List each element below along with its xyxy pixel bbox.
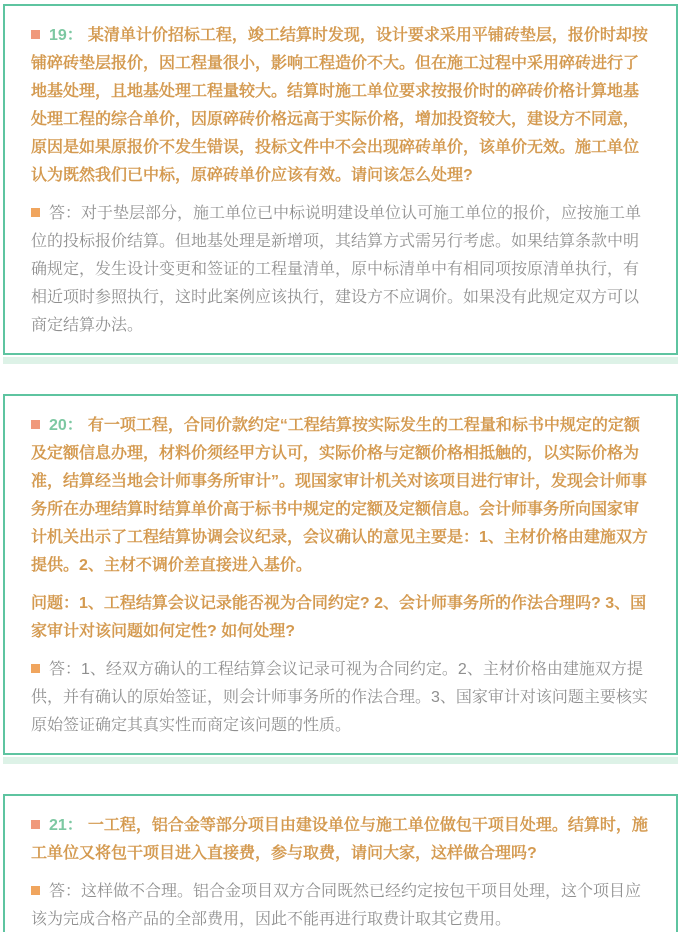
- card-shadow-strip: [3, 357, 678, 364]
- square-bullet-icon: [31, 664, 40, 673]
- card-shadow-strip: [3, 757, 678, 764]
- question-paragraph: [31, 412, 650, 580]
- qa-card: [3, 4, 678, 355]
- answer-text: 这样做不合理。铝合金项目双方合同既然已经约定按包干项目处理，这个项目应该为完成合格产品的全部费用，因此不能再进行取费计取其它费用。: [31, 883, 642, 928]
- answer-paragraph: [31, 200, 650, 340]
- answer-label: 答：: [49, 883, 82, 900]
- square-bullet-icon: [31, 820, 40, 829]
- answer-text: 1、经双方确认的工程结算会议记录可视为合同约定。2、主材价格由建施双方提供，并有确认的原始签证，则会计师事务所的作法合理。3、国家审计对该问题主要核实原始签证确定其真实性而商定该问题的性质。: [31, 661, 648, 734]
- square-bullet-icon: [31, 886, 40, 895]
- square-bullet-icon: [31, 420, 40, 429]
- qa-section-21: [3, 794, 678, 932]
- answer-paragraph: [31, 878, 650, 932]
- question-number: 21：: [49, 817, 83, 834]
- qa-section-20: [3, 394, 678, 764]
- question-text: 某清单计价招标工程，竣工结算时发现，设计要求采用平铺砖垫层，报价时却按铺碎砖垫层报价，因工程量很小，影响工程造价不大。但在施工过程中采用碎砖进行了地基处理，且地基处理工程量较大。结算时施工单位要求按报价时的碎砖价格计算地基处理工程的综合单价，因原碎砖价格远高于实际价格，增加投资较大，建设方不同意，原因是如果原报价不发生错误，投标文件中不会出现碎砖单价，该单价无效。施工单位认为既然我们已中标，原碎砖单价应该有效。请问该怎么处理?: [31, 27, 648, 184]
- question-text: 一工程，铝合金等部分项目由建设单位与施工单位做包干项目处理。结算时，施工单位又将包干项目进入直接费，参与取费，请问大家，这样做合理吗?: [31, 817, 648, 862]
- question-number: 19：: [49, 27, 83, 44]
- answer-paragraph: [31, 656, 650, 740]
- sub-question-paragraph: 问题：1、工程结算会议记录能否视为合同约定? 2、会计师事务所的作法合理吗? 3、国家审计对该问题如何定性? 如何处理?: [31, 595, 647, 640]
- question-number: 20：: [49, 417, 83, 434]
- square-bullet-icon: [31, 30, 40, 39]
- question-text: 有一项工程，合同价款约定“工程结算按实际发生的工程量和标书中规定的定额及定额信息办理，材料价须经甲方认可，实际价格与定额价格相抵触的，以实际价格为准，结算经当地会计师事务所审计”。现国家审计机关对该项目进行审计，发现会计师事务所在办理结算时结算单价高于标书中规定的定额及定额信息。会计师事务所向国家审计机关出示了工程结算协调会议纪录，会议确认的意见主要是：1、主材价格由建施双方提供。2、主材不调价差直接进入基价。: [31, 417, 648, 574]
- qa-card: [3, 794, 678, 932]
- answer-label: 答：: [49, 205, 82, 222]
- question-paragraph: [31, 812, 650, 868]
- answer-text: 对于垫层部分，施工单位已中标说明建设单位认可施工单位的报价，应按施工单位的投标报价结算。但地基处理是新增项，其结算方式需另行考虑。如果结算条款中明确规定，发生设计变更和签证的工程量清单，原中标清单中有相同项按原清单执行，有相近项时参照执行，这时此案例应该执行，建设方不应调价。如果没有此规定双方可以商定结算办法。: [31, 205, 642, 334]
- qa-card: [3, 394, 678, 755]
- question-paragraph: [31, 22, 650, 190]
- qa-section-19: [3, 4, 678, 364]
- square-bullet-icon: [31, 208, 40, 217]
- answer-label: 答：: [49, 661, 82, 678]
